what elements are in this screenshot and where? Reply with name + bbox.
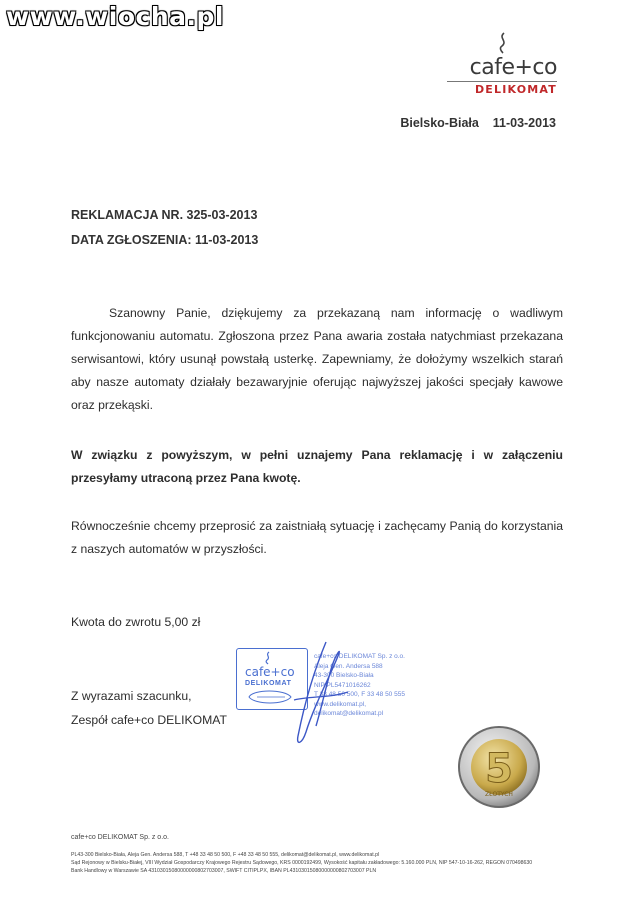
signoff: Zespół cafe+co DELIKOMAT (71, 713, 227, 727)
paragraph-acceptance: W związku z powyższym, w pełni uznajemy Pana reklamację i w załączeniu przesyłamy utraconą przez Pana kwotę. (71, 448, 563, 485)
paragraph-apology: Równocześnie chcemy przeprosić za zaistniałą sytuację i zachęcamy Panią do korzystania z naszych automatów w przyszłości. (71, 519, 563, 556)
paragraph-thanks: Szanowny Panie, dziękujemy za przekazaną nam informację o wadliwym funkcjonowaniu automatu. Zgłoszona przez Pana awaria została natychmiast przekazana serwisantowi, który usunął powstałą usterkę. Zapewniamy, że dołożymy wszelkich starań aby nasze automaty działały bezawaryjnie oferując najwyższej jakości specjały kawowe oraz przekąski. (71, 306, 563, 412)
city: Bielsko-Biała (400, 116, 479, 130)
steam-icon (495, 32, 511, 54)
handwritten-signature (286, 636, 356, 752)
stamp-line: www.delikomat.pl, delikomat@delikomat.pl (314, 700, 384, 717)
stamp-line: Aleja Gen. Andersa 588 (314, 662, 383, 670)
stamp-line: NIP PL5471016262 (314, 681, 371, 689)
stamp-brand: cafe+co (245, 665, 295, 679)
stamp-line: 43-300 Bielsko-Biała (314, 672, 374, 679)
coin-text: ZŁOTYCH (485, 791, 513, 798)
stamp-line: T 33 48 50 500, F 33 48 50 555 (314, 691, 405, 698)
stamp-subtitle: DELIKOMAT (245, 680, 292, 687)
submission-date: DATA ZGŁOSZENIA: 11-03-2013 (71, 233, 259, 247)
claim-number: REKLAMACJA NR. 325-03-2013 (71, 208, 258, 222)
closing-phrase: Z wyrazami szacunku, (71, 689, 192, 703)
logo-brand: cafe+co (469, 55, 557, 80)
place-and-date (400, 116, 556, 130)
five-zloty-coin (456, 724, 542, 810)
stamp-line: cafe+co DELIKOMAT Sp. z o.o. (314, 653, 405, 660)
company-logo (447, 36, 557, 96)
logo-divider (447, 81, 557, 82)
footer-company: cafe+co DELIKOMAT Sp. z o.o. (71, 834, 169, 841)
footer-registry: Sąd Rejonowy w Bielsku-Białej, VIII Wydział Gospodarczy Krajowego Rejestru Sądowego, KRS 0000192499, Wysokość kapitału zakładowego: 5.160.000 PLN, NIP 547-10-16-262, REGON 070498630 (71, 860, 533, 866)
logo-subtitle: DELIKOMAT (474, 83, 557, 96)
coin-value: 5 (485, 746, 513, 792)
date: 11-03-2013 (492, 116, 556, 130)
footer-address: PL43-300 Bielsko-Biała, Aleja Gen. Andersa 588, T +48 33 48 50 500, F +48 33 48 50 555, delikomat@delikomat.pl, www.delikomat.pl (71, 852, 380, 858)
watermark: www.wiocha.pl (6, 2, 224, 31)
stamp-steam-icon (263, 651, 273, 665)
footer-bank: Bank Handlowy w Warszawie SA 43103015080000000802703007, SWIFT CITIPLPX, IBAN PL43103015080000000802703007 PLN (71, 868, 377, 874)
refund-amount: Kwota do zwrotu 5,00 zł (71, 615, 201, 629)
